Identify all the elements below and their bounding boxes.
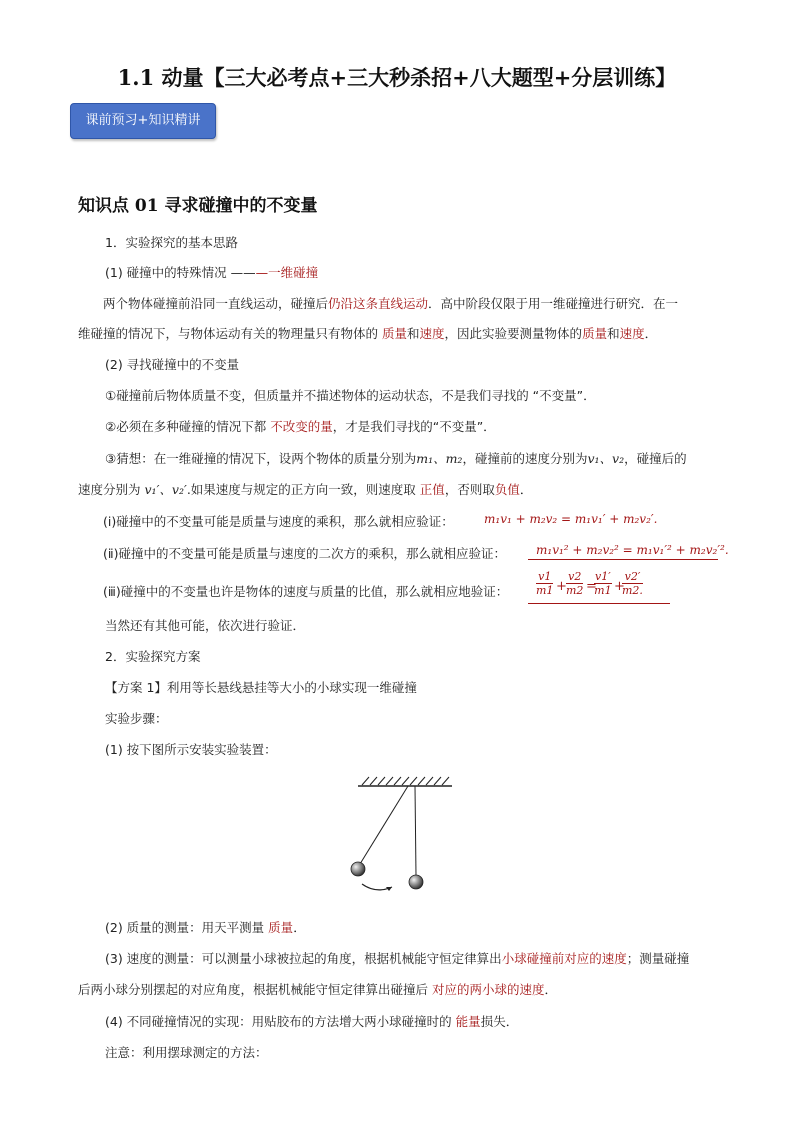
equation-momentum: m₁v₁ + m₂v₂ = m₁v₁′ + m₂v₂′.: [484, 512, 658, 526]
paragraph-line: ①碰撞前后物体质量不变，但质量并不描述物体的运动状态，不是我们寻找的 “不变量”．: [105, 388, 596, 403]
paragraph-line: ②必须在多种碰撞的情况下都 不改变的量，才是我们寻找的“不变量”．: [105, 419, 496, 434]
equation-underline: [528, 559, 718, 560]
note-line: 注意：利用摆球测定的方法：: [105, 1045, 268, 1060]
subsection-1-1: (1) 碰撞中的特殊情况 ———一维碰撞: [105, 265, 319, 280]
fraction-term: $\frac{v1}{m1}$: [536, 570, 554, 597]
step-1: (1) 按下图所示安装实验装置：: [105, 742, 277, 757]
fraction-term: $\frac{v2'}{m2.}$: [622, 570, 643, 597]
paragraph-line: 后两小球分别摆起的对应角度，根据机械能守恒定律算出碰撞后 对应的两小球的速度．: [78, 982, 558, 997]
step-4: (4) 不同碰撞情况的实现：用贴胶布的方法增大两小球碰撞时的 能量损失．: [105, 1014, 519, 1029]
plan-1-title: 【方案 1】利用等长悬线悬挂等大小的小球实现一维碰撞: [105, 680, 417, 695]
step-2: (2) 质量的测量：用天平测量 质量．: [105, 920, 306, 935]
fraction-term: $\frac{v1'}{m1}$: [594, 570, 612, 597]
paragraph-line: 两个物体碰撞前沿同一直线运动，碰撞后仍沿这条直线运动．高中阶段仅限于用一维碰撞进行研究．在一: [103, 296, 679, 311]
step-3: (3) 速度的测量：可以测量小球被拉起的角度，根据机械能守恒定律算出小球碰撞前对应的速度；测量碰撞: [105, 951, 690, 966]
subsection-1-2: (2) 寻找碰撞中的不变量: [105, 357, 240, 372]
hypothesis-1: (ⅰ)碰撞中的不变量可能是质量与速度的乘积，那么就相应验证：: [103, 514, 454, 529]
knowledge-point-heading: 知识点 01 寻求碰撞中的不变量: [78, 196, 318, 216]
page-title: 1.1 动量【三大必考点+三大秒杀招+八大题型+分层训练】: [117, 65, 677, 90]
pendulum-diagram: [340, 770, 460, 900]
operator: +: [556, 579, 567, 594]
operator: +: [614, 579, 625, 594]
section-badge[interactable]: 课前预习+知识精讲: [70, 103, 216, 139]
paragraph-line: 速度分别为 v₁′、v₂′.如果速度与规定的正方向一致，则速度取 正值，否则取负值．: [78, 482, 533, 497]
equation-underline: [528, 603, 670, 604]
operator: =: [586, 579, 597, 594]
hypothesis-3: (ⅲ)碰撞中的不变量也许是物体的速度与质量的比值，那么就相应地验证：: [103, 584, 509, 599]
paragraph-line: 当然还有其他可能，依次进行验证．: [105, 618, 306, 633]
fraction-term: $\frac{v2}{m2}$: [566, 570, 584, 597]
section-2-title: 2．实验探究方案: [105, 649, 201, 664]
equation-energy: m₁v₁² + m₂v₂² = m₁v₁′² + m₂v₂′².: [536, 543, 729, 557]
steps-label: 实验步骤：: [105, 711, 168, 726]
hypothesis-2: (ⅱ)碰撞中的不变量可能是质量与速度的二次方的乘积，那么就相应验证：: [103, 546, 506, 561]
section-1-title: 1．实验探究的基本思路: [105, 235, 238, 250]
paragraph-line: ③猜想：在一维碰撞的情况下，设两个物体的质量分别为m₁、m₂，碰撞前的速度分别为v₁、v₂，碰撞后的: [105, 451, 687, 466]
paragraph-line: 维碰撞的情况下，与物体运动有关的物理量只有物体的 质量和速度，因此实验要测量物体的质量和速度．: [78, 326, 658, 341]
